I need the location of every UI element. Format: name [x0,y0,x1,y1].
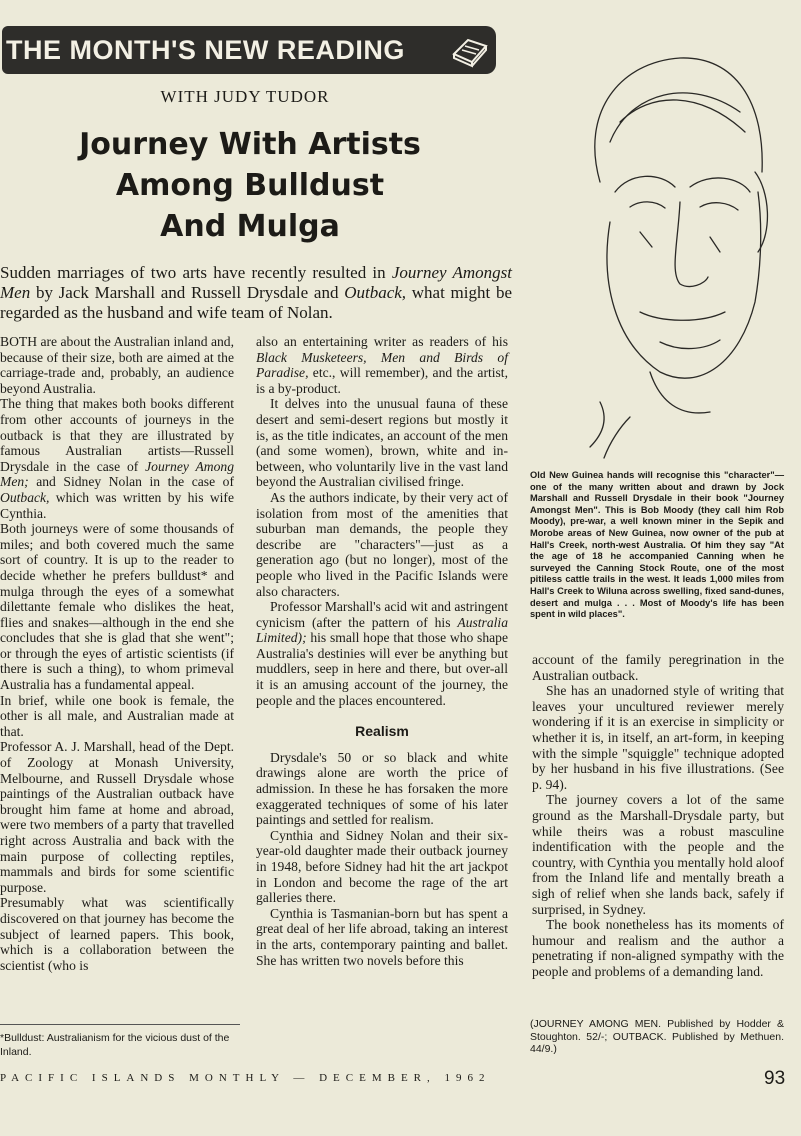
paragraph: The thing that makes both books different from other accounts of journeys in the outback is that they are illustrated by famous Australian artists—Russell Drysdale in the case of Journey Among Men; and Sidney Nolan in the case of Outback, which was written by his wife Cynthia. [0,396,234,521]
section-title: THE MONTH'S NEW READING [6,34,405,65]
book-icon [450,32,490,68]
page-number: 93 [764,1068,786,1089]
book-credits: (JOURNEY AMONG MEN. Published by Hodder & Stoughton. 52/-; OUTBACK. Published by Methuen. 44/9.) [530,1018,784,1055]
article-column-2 [256,334,508,968]
paragraph: Drysdale's 50 or so black and white drawings alone are worth the price of admission. In these he has forsaken the more exaggerated techniques of some of his later paintings and settled for realism. [256,749,508,828]
paragraph: Both journeys were of some thousands of miles; and both covered much the same sort of country. It is up to the reader to decide whether he prefers bulldust* and mulga through the eyes of a somewhat dilettante female who dislikes the heat, flies and snakes—although in the end she concludes that she is glad that she went"; or through the eyes of artistic scientists (if there is such a thing), to whom primeval Australia has a fundamental appeal. [0,521,234,693]
section-banner [2,26,496,74]
paragraph: She has an unadorned style of writing that leaves your uncultured reviewer merely wondering if it is an exercise in simplicity or whether it is, in itself, an art-form, in keeping with the simple "squiggle" technique adopted by her husband in his five illustrations. (See p. 94). [532,683,784,792]
magazine-name: PACIFIC ISLANDS MONTHLY — DECEMBER, 1962 [0,1072,491,1084]
paragraph: Presumably what was scientifically discovered on that journey has become the subject of learned papers. This book, which is a collaboration between the scientist (who is [0,895,234,973]
headline-line-2: Among Bulldust [115,168,385,203]
article-deck: Sudden marriages of two arts have recently resulted in Journey Amongst Men by Jack Marshall and Russell Drysdale and Outback, what might be regarded as the husband and wife team of Nolan. [0,263,512,322]
paragraph: Professor Marshall's acid wit and astringent cynicism (after the pattern of his Australia Limited); his small hope that those who shape Australia's destinies will ever be anything but muddlers, seep in here and there, but over-all it is an amusing account of the journey, the people and the places encountered. [256,599,508,708]
footnote: *Bulldust: Australianism for the vicious dust of the Inland. [0,1024,240,1059]
article-headline [30,124,470,247]
article-column-3 [532,652,784,979]
paragraph: Cynthia is Tasmanian-born but has spent a great deal of her life abroad, taking an interest in the arts, contemporary painting and ballet. She has written two novels before this [256,905,508,968]
paragraph: As the authors indicate, by their very act of isolation from most of the amenities that suburban man demands, the people they describe are "characters"—just as a generation ago (but no longer), most of the people who lived in the Pacific Islands were also characters. [256,489,508,599]
paragraph: The journey covers a lot of the same ground as the Marshall-Drysdale party, but while theirs was a robust masculine indentification with the people and the country, with Cynthia you mentally hold aloof from the Inland life and mentally breath a sigh of relief when she lands back, safely if surprised, in Sydney. [532,792,784,917]
illustration-caption: Old New Guinea hands will recognise this "character"—one of the many written about and drawn by Jock Marshall and Russell Drysdale in their book "Journey Amongst Men". This is Bob Moody (they call him Rob Moody), pre-war, a well known miner in the Sepik and Morobe areas of New Guinea, now owner of the pub at Hall's Creek, north-west Australia. Of him they say "At the age of 18 he accompanied Canning when he surveyed the Canning Stock Route, one of the most pitiless cattle trails in the west. It leads 1,000 miles from Hall's Creek to Wiluna across swelling, fixed sand-dunes, desert and mulga . . . Most of Moody's life has been spent in wild places". [530,470,784,620]
paragraph: also an entertaining writer as readers of his Black Musketeers, Men and Birds of Paradise, etc., will remember), and the artist, is a by-product. [256,334,508,396]
headline-line-3: And Mulga [160,209,340,244]
portrait-drawing [540,22,780,462]
paragraph: BOTH are about the Australian inland and, because of their size, both are aimed at the carriage-trade and, probably, an audience beyond Australia. [0,334,234,396]
paragraph: account of the family peregrination in the Australian outback. [532,652,784,683]
paragraph: In brief, while one book is female, the other is all male, and Australian made at that. [0,692,234,739]
article-column-1 [0,334,234,973]
headline-line-1: Journey With Artists [79,127,421,162]
page-footer [0,1070,801,1094]
paragraph: It delves into the unusual fauna of these desert and semi-desert regions but mostly it is, as the title indicates, an account of the men (and some women), brown, white and in-between, who voluntarily live in the vast land beyond the Australian civilised fringe. [256,396,508,490]
paragraph: Professor A. J. Marshall, head of the Dept. of Zoology at Monash University, Melbourne, and Russell Drysdale whose paintings of the Australian outback have brought him fame at home and abroad, were two members of a party that travelled right across Australia and back with the main purpose of collecting reptiles, mammals and birds for some scientific purpose. [0,739,234,895]
paragraph: Cynthia and Sidney Nolan and their six-year-old daughter made their outback journey in 1948, before Sidney had hit the art jackpot in London and become the rage of the art galleries there. [256,827,508,906]
paragraph: The book nonetheless has its moments of humour and realism and the author a penetrating if non-aligned sympathy with the people and problems of a demanding land. [532,917,784,979]
subheading: Realism [355,723,409,740]
byline: WITH JUDY TUDOR [160,87,330,106]
